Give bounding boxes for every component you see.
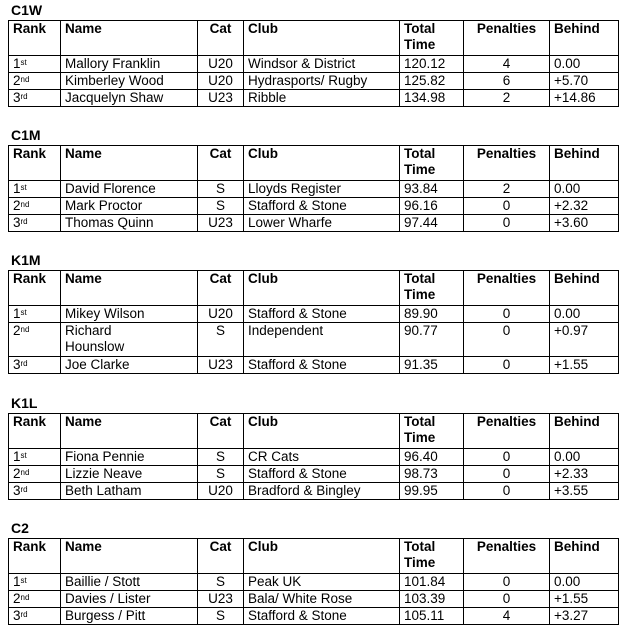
behind-cell: +3.60: [550, 215, 619, 232]
header-row: [9, 271, 619, 306]
total-time-header: [400, 146, 464, 181]
table-row: [9, 56, 619, 73]
rank-cell: 1st: [9, 56, 61, 73]
behind-cell: +5.70: [550, 73, 619, 90]
club-cell: Ribble: [244, 90, 400, 107]
section-title: C1M: [11, 127, 41, 143]
table-row: [9, 466, 619, 483]
rank-cell: 1st: [9, 306, 61, 323]
name-cell: Baillie / Stott: [61, 574, 198, 591]
club-cell: Stafford & Stone: [244, 306, 400, 323]
penalties-cell: 0: [464, 357, 550, 374]
rank-cell: 1st: [9, 449, 61, 466]
header-row: [9, 414, 619, 449]
penalties-header: Penalties: [464, 539, 550, 574]
header-row: [9, 146, 619, 181]
cat-cell: U23: [198, 357, 244, 374]
behind-cell: +1.55: [550, 591, 619, 608]
cat-cell: S: [198, 198, 244, 215]
club-header: Club: [244, 21, 400, 56]
name-cell: Jacquelyn Shaw: [61, 90, 198, 107]
penalties-cell: 0: [464, 591, 550, 608]
penalties-header: Penalties: [464, 414, 550, 449]
table-row: [9, 357, 619, 374]
rank-cell: 1st: [9, 181, 61, 198]
club-cell: Bradford & Bingley: [244, 483, 400, 500]
name-header: Name: [61, 414, 198, 449]
time-label: Time: [404, 37, 436, 52]
club-cell: Lloyds Register: [244, 181, 400, 198]
total-time-cell: 120.12: [400, 56, 464, 73]
cat-header: Cat: [198, 271, 244, 306]
name-header: Name: [61, 146, 198, 181]
section-title: C1W: [11, 2, 43, 18]
total-time-cell: 97.44: [400, 215, 464, 232]
cat-cell: S: [198, 181, 244, 198]
total-time-header: [400, 539, 464, 574]
name-cell: Fiona Pennie: [61, 449, 198, 466]
table-row: [9, 215, 619, 232]
rank-cell: 2nd: [9, 323, 61, 357]
cat-cell: U20: [198, 56, 244, 73]
penalties-cell: 4: [464, 56, 550, 73]
rank-header: Rank: [9, 146, 61, 181]
time-label: Time: [404, 555, 436, 570]
behind-header: Behind: [550, 146, 619, 181]
behind-cell: +1.55: [550, 357, 619, 374]
table-row: [9, 73, 619, 90]
penalties-cell: 2: [464, 90, 550, 107]
penalties-header: Penalties: [464, 146, 550, 181]
total-time-cell: 125.82: [400, 73, 464, 90]
penalties-cell: 0: [464, 483, 550, 500]
results-section-k1m: [8, 252, 618, 374]
penalties-cell: 6: [464, 73, 550, 90]
rank-header: Rank: [9, 271, 61, 306]
cat-cell: S: [198, 574, 244, 591]
behind-cell: +3.55: [550, 483, 619, 500]
name-cell: Kimberley Wood: [61, 73, 198, 90]
total-time-cell: 105.11: [400, 608, 464, 625]
total-time-cell: 96.16: [400, 198, 464, 215]
header-row: [9, 539, 619, 574]
time-label: Time: [404, 430, 436, 445]
club-cell: Independent: [244, 323, 400, 357]
club-header: Club: [244, 414, 400, 449]
time-label: Time: [404, 162, 436, 177]
rank-cell: 2nd: [9, 73, 61, 90]
behind-cell: +14.86: [550, 90, 619, 107]
table-row: [9, 306, 619, 323]
rank-header: Rank: [9, 414, 61, 449]
name-cell: Mark Proctor: [61, 198, 198, 215]
total-time-cell: 134.98: [400, 90, 464, 107]
club-cell: Stafford & Stone: [244, 198, 400, 215]
cat-cell: U23: [198, 90, 244, 107]
results-section-c1m: [8, 127, 618, 232]
name-cell: Joe Clarke: [61, 357, 198, 374]
total-time-cell: 96.40: [400, 449, 464, 466]
club-cell: Peak UK: [244, 574, 400, 591]
time-label: Time: [404, 287, 436, 302]
name-cell: Thomas Quinn: [61, 215, 198, 232]
total-time-cell: 89.90: [400, 306, 464, 323]
club-cell: CR Cats: [244, 449, 400, 466]
name-cell: Davies / Lister: [61, 591, 198, 608]
club-cell: Hydrasports/ Rugby: [244, 73, 400, 90]
section-title: K1L: [11, 395, 38, 411]
rank-cell: 2nd: [9, 198, 61, 215]
rank-cell: 3rd: [9, 357, 61, 374]
results-table: [8, 413, 619, 500]
results-table: [8, 145, 619, 232]
penalties-cell: 0: [464, 306, 550, 323]
total-time-cell: 98.73: [400, 466, 464, 483]
penalties-cell: 0: [464, 574, 550, 591]
club-cell: Bala/ White Rose: [244, 591, 400, 608]
total-time-cell: 101.84: [400, 574, 464, 591]
total-time-header: [400, 21, 464, 56]
penalties-header: Penalties: [464, 21, 550, 56]
cat-header: Cat: [198, 21, 244, 56]
club-header: Club: [244, 271, 400, 306]
club-cell: Windsor & District: [244, 56, 400, 73]
rank-cell: 2nd: [9, 466, 61, 483]
name-header: Name: [61, 539, 198, 574]
total-label: Total: [404, 539, 436, 554]
name-cell: Burgess / Pitt: [61, 608, 198, 625]
cat-header: Cat: [198, 414, 244, 449]
cat-header: Cat: [198, 146, 244, 181]
total-label: Total: [404, 271, 436, 286]
name-cell: Beth Latham: [61, 483, 198, 500]
section-title: K1M: [11, 252, 41, 268]
rank-cell: 2nd: [9, 591, 61, 608]
rank-cell: 1st: [9, 574, 61, 591]
behind-header: Behind: [550, 539, 619, 574]
cat-cell: S: [198, 449, 244, 466]
rank-cell: 3rd: [9, 90, 61, 107]
behind-cell: 0.00: [550, 306, 619, 323]
cat-cell: U23: [198, 215, 244, 232]
results-section-c1w: [8, 2, 618, 107]
behind-cell: 0.00: [550, 574, 619, 591]
name-header: Name: [61, 21, 198, 56]
penalties-cell: 0: [464, 323, 550, 357]
name-cell: David Florence: [61, 181, 198, 198]
name-header: Name: [61, 271, 198, 306]
results-table: [8, 538, 619, 625]
results-section-k1l: [8, 395, 618, 500]
table-row: [9, 198, 619, 215]
table-row: [9, 181, 619, 198]
club-header: Club: [244, 146, 400, 181]
club-cell: Stafford & Stone: [244, 357, 400, 374]
rank-cell: 3rd: [9, 483, 61, 500]
cat-cell: S: [198, 466, 244, 483]
table-row: [9, 90, 619, 107]
total-label: Total: [404, 21, 436, 36]
penalties-cell: 2: [464, 181, 550, 198]
total-time-header: [400, 271, 464, 306]
cat-cell: S: [198, 608, 244, 625]
club-cell: Stafford & Stone: [244, 466, 400, 483]
table-row: [9, 323, 619, 357]
results-table: [8, 20, 619, 107]
cat-cell: U23: [198, 591, 244, 608]
cat-cell: S: [198, 323, 244, 357]
penalties-cell: 0: [464, 466, 550, 483]
behind-cell: +2.33: [550, 466, 619, 483]
rank-cell: 3rd: [9, 608, 61, 625]
name-cell: Mikey Wilson: [61, 306, 198, 323]
name-cell: Mallory Franklin: [61, 56, 198, 73]
table-row: [9, 591, 619, 608]
results-section-c2: [8, 520, 618, 625]
penalties-cell: 0: [464, 449, 550, 466]
club-header: Club: [244, 539, 400, 574]
behind-cell: 0.00: [550, 181, 619, 198]
name-cell: Richard Hounslow: [61, 323, 198, 357]
behind-cell: +2.32: [550, 198, 619, 215]
cat-cell: U20: [198, 306, 244, 323]
club-cell: Stafford & Stone: [244, 608, 400, 625]
behind-cell: +3.27: [550, 608, 619, 625]
penalties-cell: 4: [464, 608, 550, 625]
results-table: [8, 270, 619, 374]
cat-cell: U20: [198, 483, 244, 500]
club-cell: Lower Wharfe: [244, 215, 400, 232]
table-row: [9, 574, 619, 591]
total-time-cell: 90.77: [400, 323, 464, 357]
rank-cell: 3rd: [9, 215, 61, 232]
behind-header: Behind: [550, 414, 619, 449]
behind-cell: 0.00: [550, 449, 619, 466]
cat-header: Cat: [198, 539, 244, 574]
rank-header: Rank: [9, 539, 61, 574]
table-row: [9, 483, 619, 500]
penalties-cell: 0: [464, 198, 550, 215]
penalties-header: Penalties: [464, 271, 550, 306]
total-time-cell: 91.35: [400, 357, 464, 374]
cat-cell: U20: [198, 73, 244, 90]
table-row: [9, 449, 619, 466]
behind-header: Behind: [550, 21, 619, 56]
total-time-header: [400, 414, 464, 449]
total-label: Total: [404, 146, 436, 161]
header-row: [9, 21, 619, 56]
total-time-cell: 99.95: [400, 483, 464, 500]
section-title: C2: [11, 520, 29, 536]
behind-cell: 0.00: [550, 56, 619, 73]
behind-cell: +0.97: [550, 323, 619, 357]
behind-header: Behind: [550, 271, 619, 306]
total-time-cell: 93.84: [400, 181, 464, 198]
rank-header: Rank: [9, 21, 61, 56]
total-time-cell: 103.39: [400, 591, 464, 608]
total-label: Total: [404, 414, 436, 429]
table-row: [9, 608, 619, 625]
penalties-cell: 0: [464, 215, 550, 232]
name-cell: Lizzie Neave: [61, 466, 198, 483]
